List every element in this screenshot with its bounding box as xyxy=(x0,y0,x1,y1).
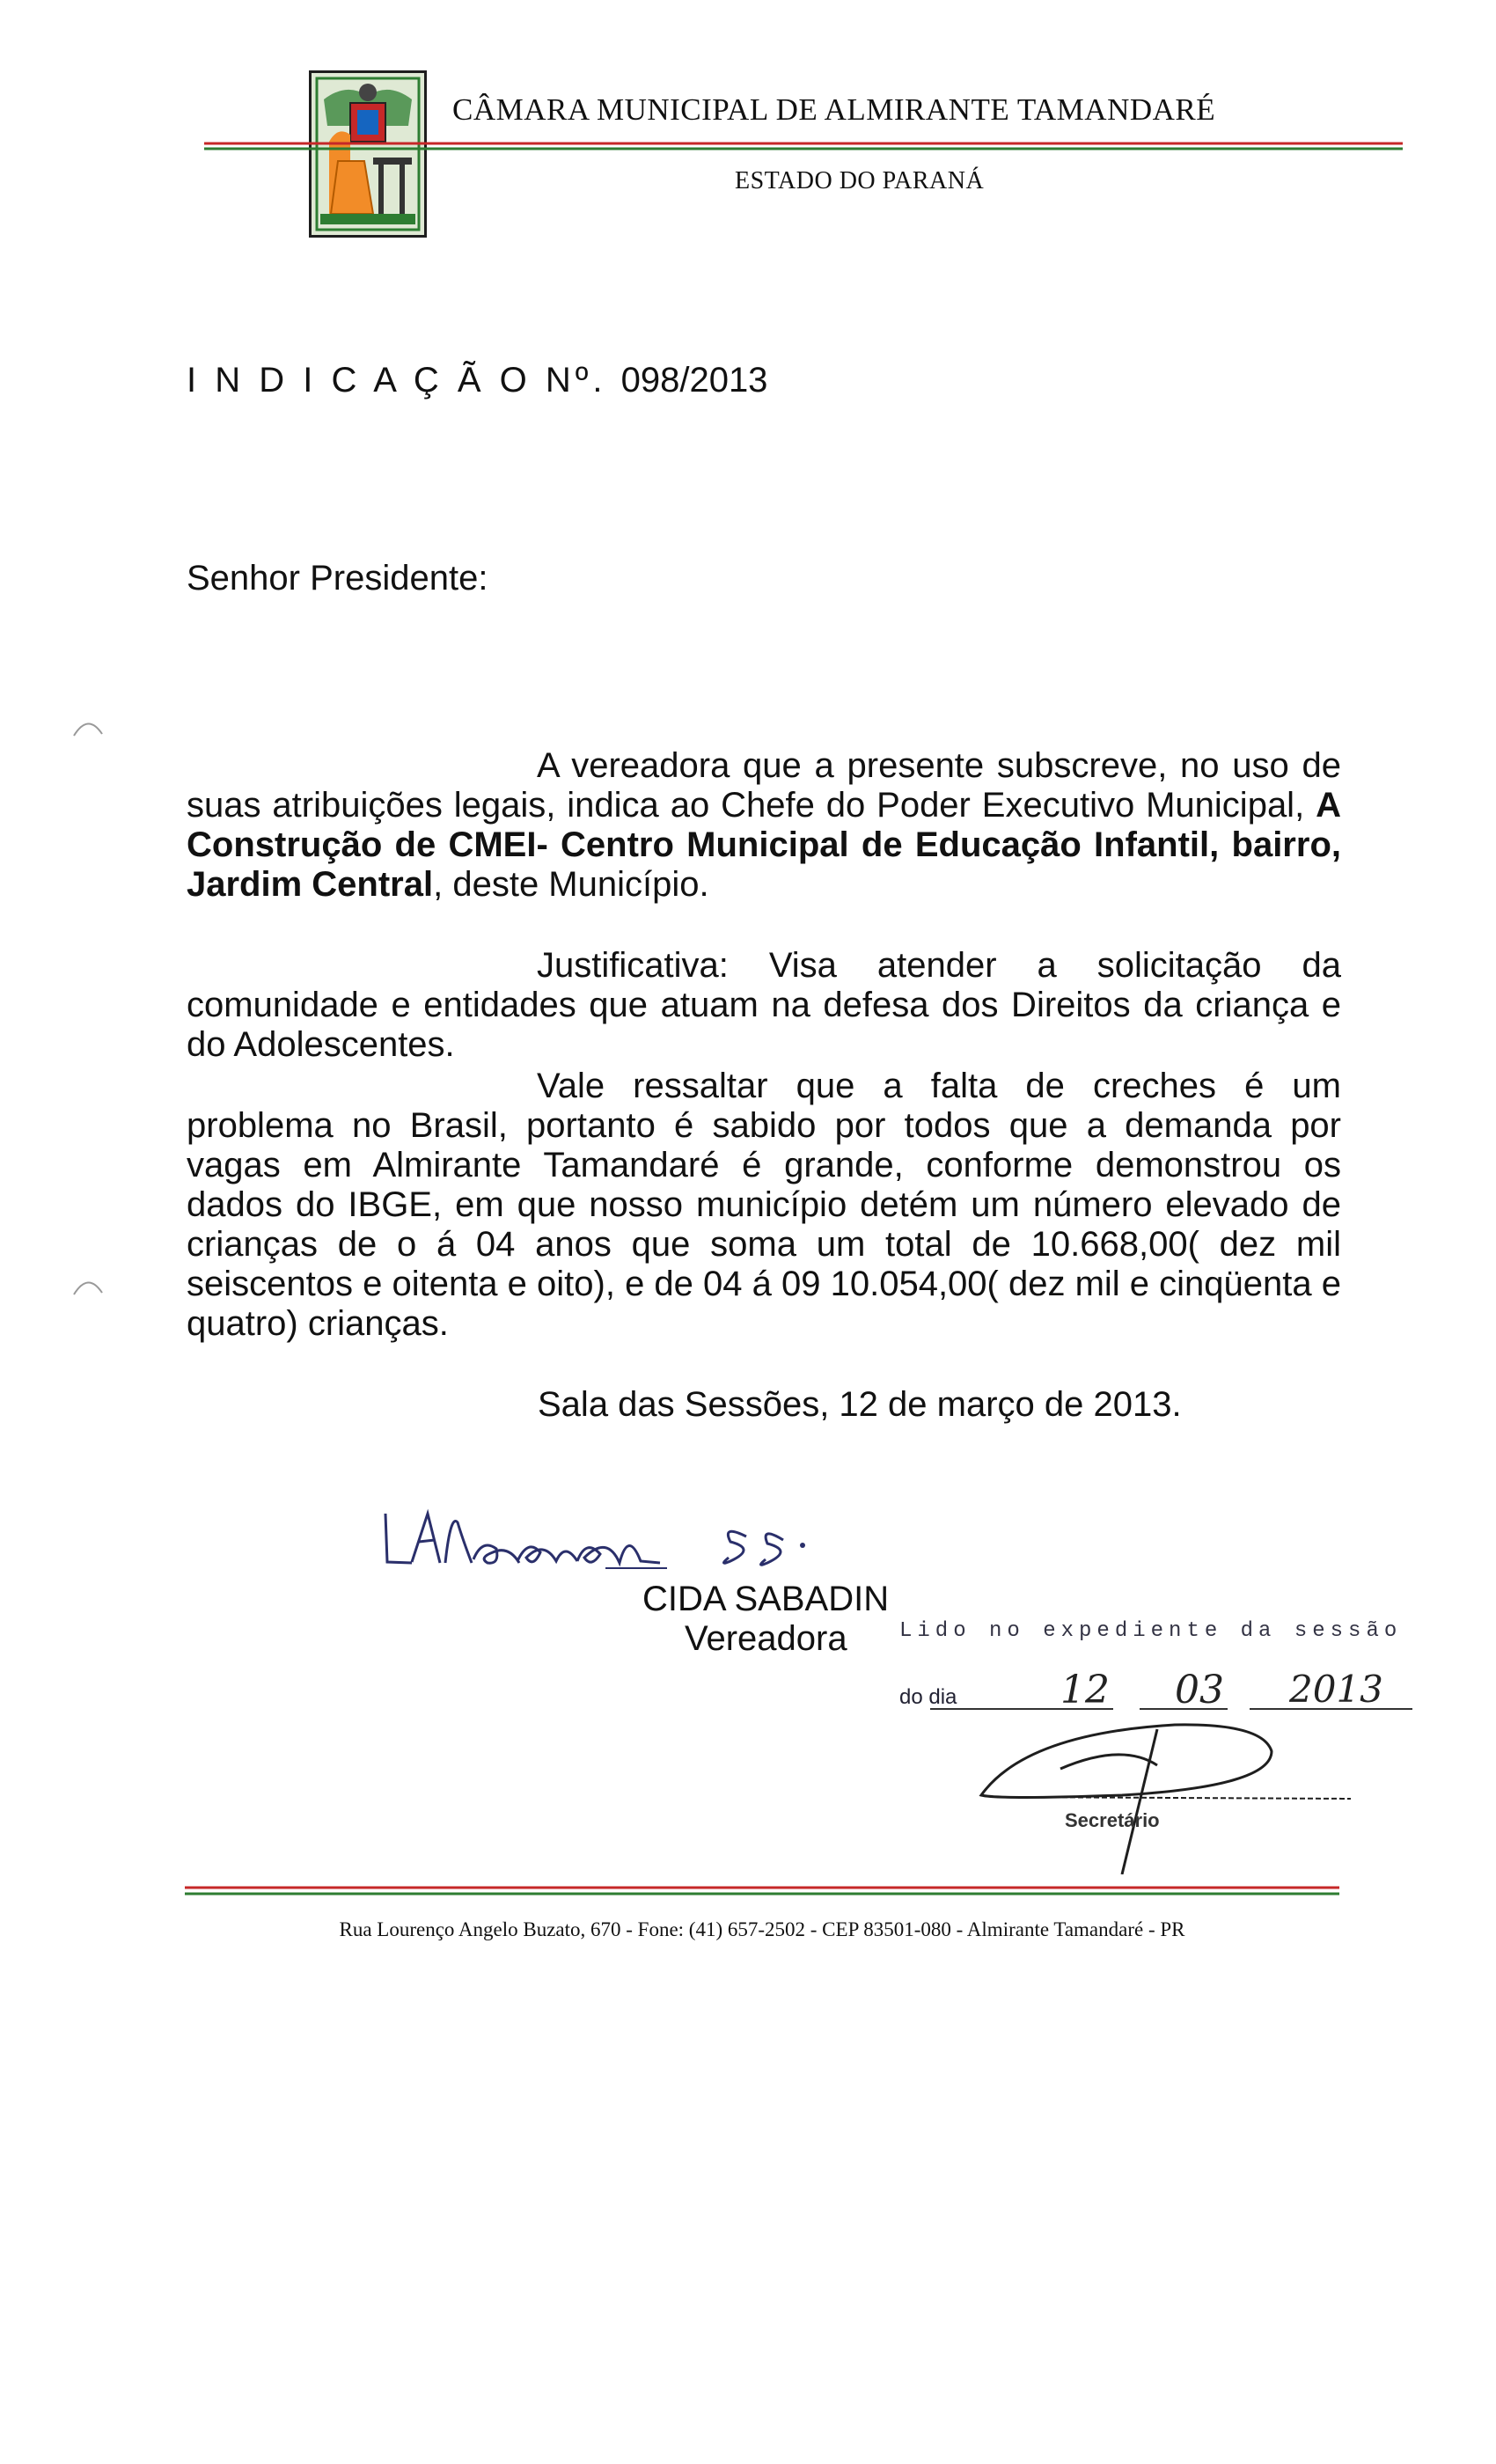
session-date-line: Sala das Sessões, 12 de março de 2013. xyxy=(538,1385,1182,1424)
organization-state: ESTADO DO PARANÁ xyxy=(735,167,985,194)
header-rule xyxy=(204,141,1403,151)
signer-name: CIDA SABADIN xyxy=(642,1580,890,1618)
paragraph-indication-lead: A vereadora que a presente subscreve, no uso de suas atribuições legais, indica ao Chefe do Poder Executivo Municipal, xyxy=(187,746,1341,825)
stamp-year: 2013 xyxy=(1289,1668,1383,1711)
organization-name: CÂMARA MUNICIPAL DE ALMIRANTE TAMANDARÉ xyxy=(452,92,1216,127)
document-number-value: 098/2013 xyxy=(620,361,768,400)
paragraph-justification: Justificativa: Visa atender a solicitação da comunidade e entidades que atuam na defesa dos Direitos da criança e do Adolescentes. xyxy=(187,946,1341,1064)
stamp-read-in-session: Lido no expediente da sessão xyxy=(899,1619,1403,1643)
margin-mark-icon xyxy=(70,1272,106,1298)
municipal-crest-logo xyxy=(309,70,427,238)
signer-role: Vereadora xyxy=(685,1619,847,1658)
stamp-day-label: do dia xyxy=(899,1685,957,1709)
stamp-day: 12 xyxy=(1060,1668,1110,1712)
footer-rule xyxy=(185,1885,1339,1897)
stamp-month: 03 xyxy=(1175,1668,1224,1712)
margin-mark-icon xyxy=(70,713,106,739)
stamp-secretary: Secretário xyxy=(1065,1809,1160,1831)
footer-address: Rua Lourenço Angelo Buzato, 670 - Fone: (41) 657-2502 - CEP 83501-080 - Almirante Tamandaré - PR xyxy=(339,1918,1185,1940)
handwritten-signature xyxy=(377,1487,922,1584)
paragraph-indication-tail: , deste Município. xyxy=(433,865,709,904)
crest-icon xyxy=(312,73,424,235)
document-number-label: I N D I C A Ç Ã O Nº. xyxy=(187,361,607,400)
reading-stamp xyxy=(893,1610,1421,1874)
paragraph-indication-bold: A Construção de CMEI- Centro Municipal de Educação Infantil, bairro, Jardim Central xyxy=(187,786,1341,904)
paragraph-context: Vale ressaltar que a falta de creches é um problema no Brasil, portanto é sabido por todos que a demanda por vagas em Almirante Tamandaré é grande, conforme demonstrou os dados do IBGE, em que nosso município detém um número elevado de crianças de o á 04 anos que soma um total de 10.668,00( dez mil seiscentos e oitenta e oito), e de 04 á 09 10.054,00( dez mil e cinqüenta e quatro) crianças. xyxy=(187,1067,1341,1343)
salutation: Senhor Presidente: xyxy=(187,559,488,598)
document-number xyxy=(187,361,767,400)
paragraph-indication xyxy=(187,746,1341,905)
